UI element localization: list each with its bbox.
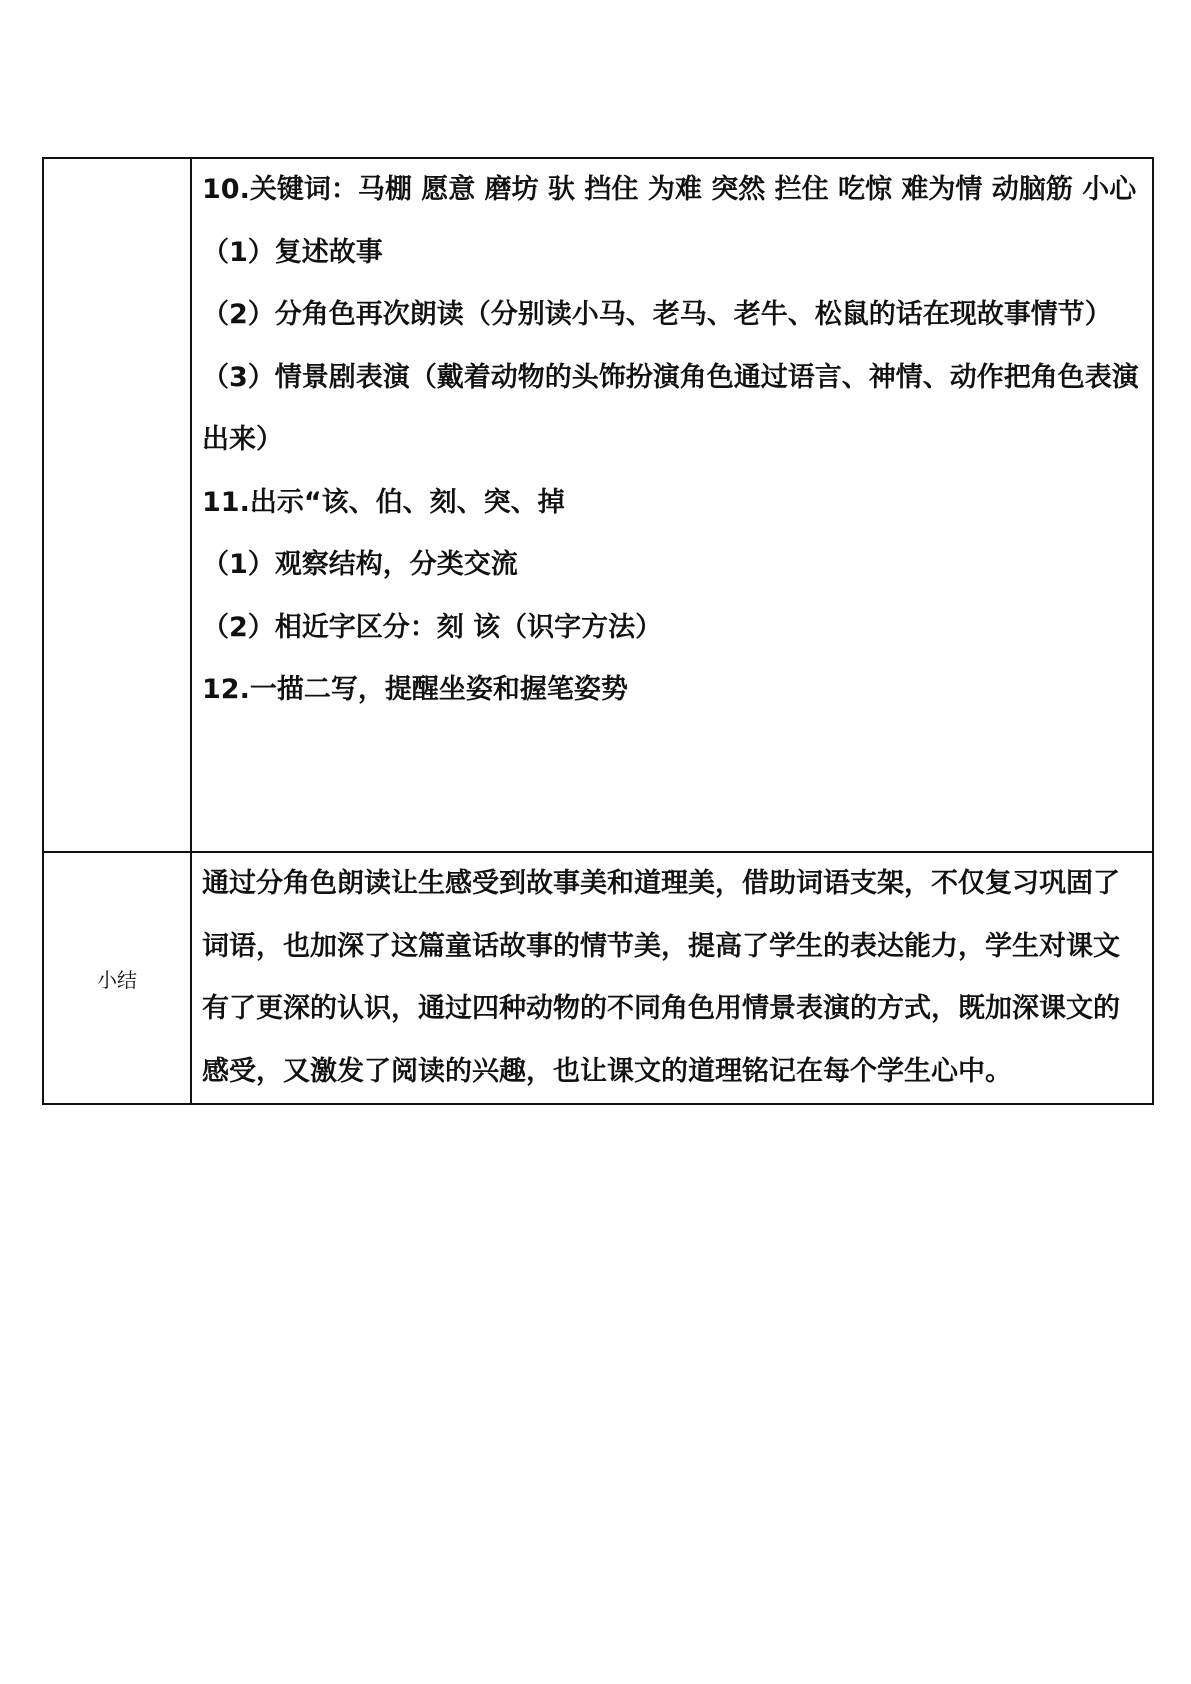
show-characters-line: 11.出示“该、伯、刻、突、掉 <box>202 486 565 518</box>
table-row <box>43 852 1153 1104</box>
step-role-reading: （2）分角色再次朗读（分别读小马、老马、老牛、松鼠的话在现故事情节） <box>202 299 1112 330</box>
keywords-line: 10.关键词：马棚 愿意 磨坊 驮 挡住 为难 突然 拦住 吃惊 难为情 动脑筋 小心 <box>202 174 1137 205</box>
step-retell-story: （1）复述故事 <box>202 236 383 268</box>
row-content-cell <box>191 158 1153 852</box>
writing-practice-line: 12.一描二写，提醒坐姿和握笔姿势 <box>202 674 628 705</box>
step-observe-structure: （1）观察结构，分类交流 <box>202 549 518 580</box>
row-label-cell <box>43 158 191 852</box>
row-label-cell <box>43 852 191 1104</box>
summary-text: 通过分角色朗读让生感受到故事美和道理美，借助词语支架，不仅复习巩固了词语，也加深了这篇童话故事的情节美，提高了学生的表达能力，学生对课文有了更深的认识，通过四种动物的不同角色用情景表演的方式，既加深课文的感受，又激发了阅读的兴趣，也让课文的道理铭记在每个学生心中。 <box>202 868 1120 1087</box>
table-row <box>43 158 1153 852</box>
summary-label: 小结 <box>97 967 137 992</box>
step-distinguish-characters: （2）相近字区分：刻 该（识字方法） <box>202 611 663 643</box>
step-scene-performance: （3）情景剧表演（戴着动物的头饰扮演角色通过语言、神情、动作把角色表演出来） <box>202 361 1139 455</box>
row-content-cell <box>191 852 1153 1104</box>
lesson-plan-table <box>42 157 1154 1105</box>
